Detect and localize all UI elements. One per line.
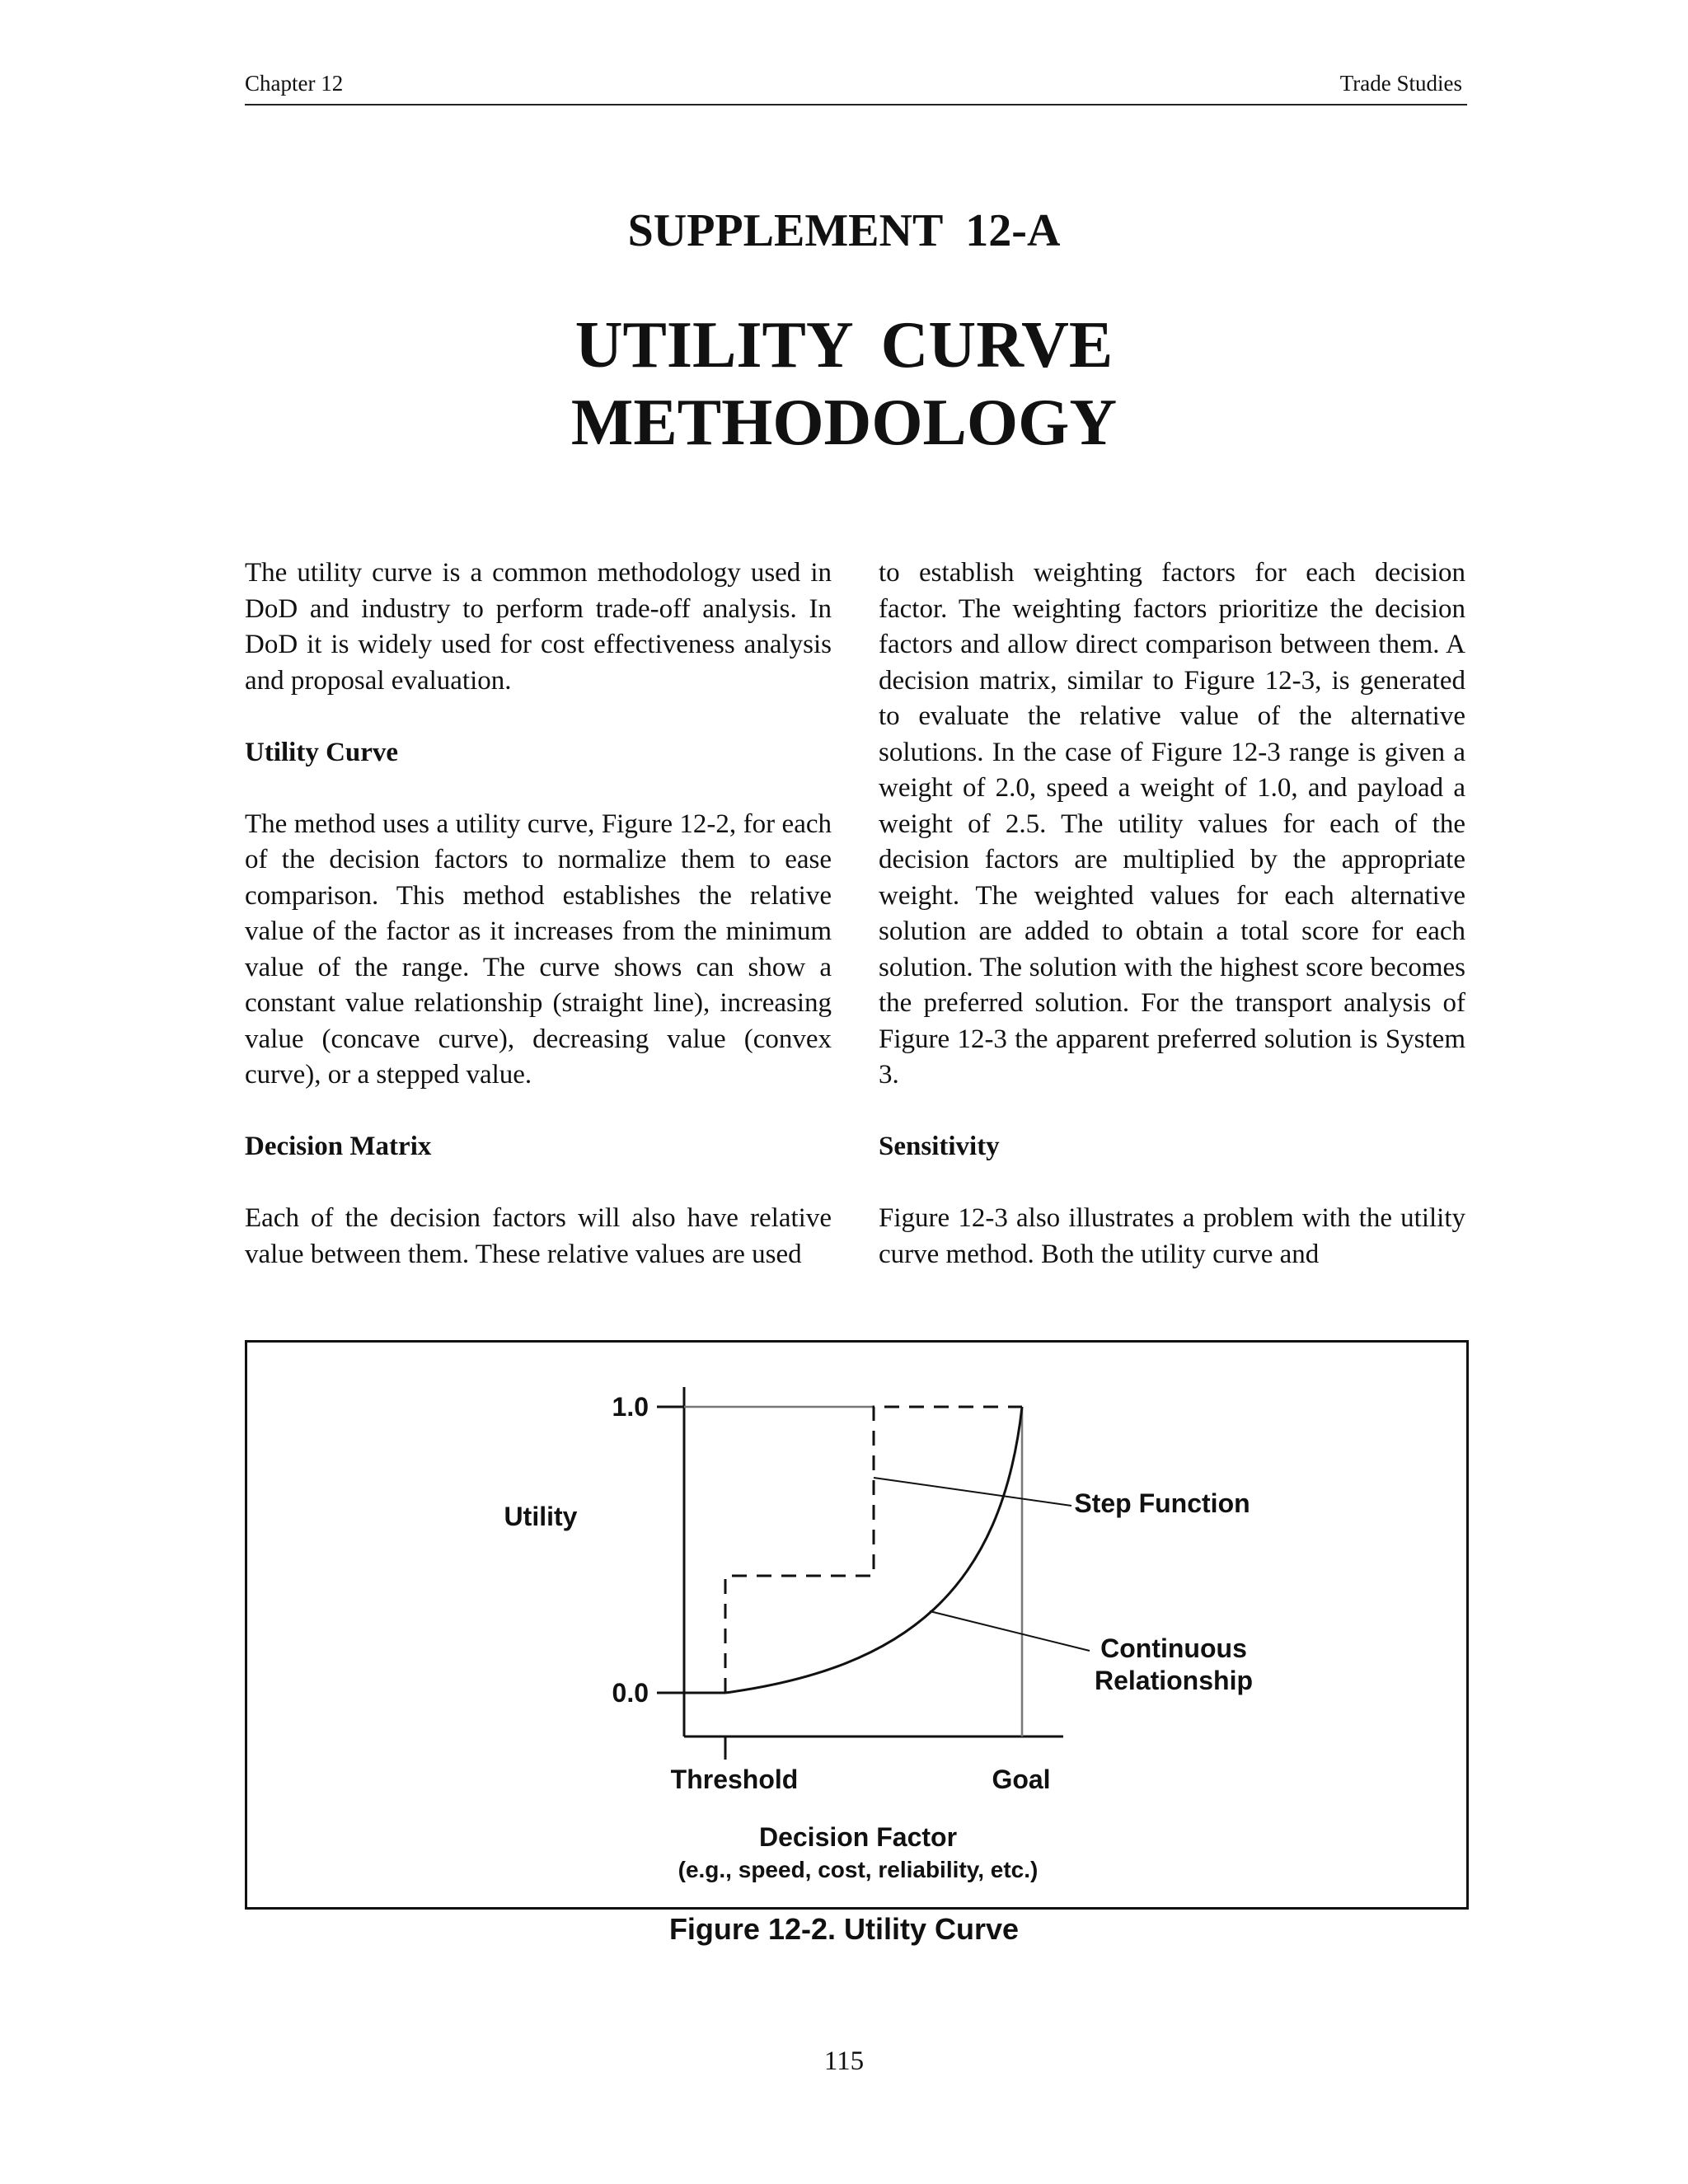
x-tick-label-goal: Goal <box>992 1765 1051 1794</box>
x-tick-label-threshold: Threshold <box>670 1765 799 1794</box>
page-number: 115 <box>823 2046 865 2076</box>
intro-paragraph: The utility curve is a common methodology used in DoD and industry to perform trade-off analysis. In DoD it is widely used for cost effectiveness analysis and proposal evaluation. <box>245 558 832 696</box>
decision-matrix-paragraph: Each of the decision factors will also have relative value between them. These relative values are used <box>245 1203 832 1269</box>
weighting-paragraph: to establish weighting factors for each decision factor. The weighting factors prioritize the decision factors and allow direct comparison between them. A decision matrix, similar to Figure 12-3, is generated to evaluate the relative value of the alternative solutions. In the case of Figure 12-3 range is given a weight of 2.0, speed a weight of 1.0, and payload a weight of 2.5. The utility values for each of the decision factors are multiplied by the appropriate weight. The weighted values for each alternative solution are added to obtain a total score for each solution. The solution with the highest score becomes the preferred solution. For the transport analysis of Figure 12-3 the apparent preferred solution is System 3. <box>879 558 1465 1090</box>
header-chapter: Chapter 12 <box>245 71 344 96</box>
y-tick-label-top: 1.0 <box>612 1392 649 1422</box>
page-title <box>0 307 1688 462</box>
supplement-label: SUPPLEMENT 12-A <box>627 205 1061 256</box>
running-header <box>245 71 1467 105</box>
header-section: Trade Studies <box>1339 71 1462 96</box>
left-column <box>245 555 832 1309</box>
y-tick-label-bottom: 0.0 <box>612 1678 649 1708</box>
utility-curve-diagram <box>247 1343 1466 1907</box>
utility-curve-paragraph: The method uses a utility curve, Figure 12-2, for each of the decision factors to normalize them to ease comparison. This method establishes the relative value of the factor as it increases from the minimum value of the range. The curve shows can show a constant value relationship (straight line), increasing value (concave curve), decreasing value (convex curve), or a stepped value. <box>245 808 832 1090</box>
page-title-line-2: METHODOLOGY <box>570 387 1118 459</box>
figure-utility-curve <box>245 1340 1469 1910</box>
page-title-line-1: UTILITY CURVE <box>574 309 1114 382</box>
x-axis-sublabel: (e.g., speed, cost, reliability, etc.) <box>678 1857 1039 1882</box>
y-axis-label: Utility <box>504 1502 578 1531</box>
figure-caption: Figure 12-2. Utility Curve <box>668 1912 1020 1946</box>
continuous-callout-line-2: Relationship <box>1094 1666 1254 1695</box>
step-function-callout: Step Function <box>1074 1488 1250 1518</box>
continuous-leader <box>930 1611 1090 1651</box>
right-column <box>879 555 1465 1309</box>
section-heading-decision-matrix: Decision Matrix <box>245 1132 432 1161</box>
x-axis-label: Decision Factor <box>758 1822 958 1852</box>
continuous-relationship-curve <box>725 1407 1022 1693</box>
sensitivity-paragraph: Figure 12-3 also illustrates a problem with the utility curve method. Both the utility curve and <box>879 1203 1465 1269</box>
section-heading-sensitivity: Sensitivity <box>879 1132 1000 1161</box>
continuous-callout-line-1: Continuous <box>1100 1633 1247 1663</box>
section-heading-utility-curve: Utility Curve <box>245 737 399 767</box>
step-function-leader <box>874 1478 1071 1506</box>
